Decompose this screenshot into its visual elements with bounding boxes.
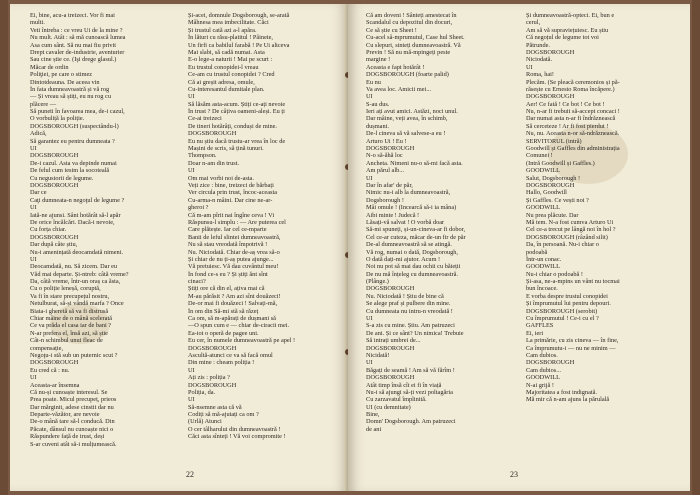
text-line: Că nu-și cunoaște interesul. Se [30, 388, 108, 396]
text-line: De-l cineva să vă salvese-a eu ! [366, 130, 446, 138]
text-line: Să lăsăm asta-acum. Știți ce-ați nevoie [188, 100, 286, 108]
text-line: Da, în persoană. Nu-i chiar o [526, 241, 599, 249]
text-line: Noi nu pot să mai dau ochii cu băieții [366, 263, 461, 271]
text-line: Căci asta sînteți ! Vă voi compromite ! [188, 433, 286, 441]
text-line: N-ar prefera el, însă azi, să știe [30, 329, 108, 337]
text-line: DOGSBOROUGH [366, 344, 415, 352]
text-line: Aer! Ce fată ! Ce bot ! Ce bot ! [526, 100, 605, 108]
text-line: UI [366, 174, 373, 182]
text-line: Ancheta. Nimeni nu-o să-mi facă asta. [366, 159, 463, 167]
text-line: DOGSBOROUGH [366, 145, 415, 153]
text-line: Ați zis : poliția ? [188, 374, 230, 382]
text-line: Doar n-am din trust. [188, 159, 240, 167]
text-line: dușmani. [366, 122, 389, 130]
text-line: DOGSBOROUGH [526, 48, 575, 56]
left-page-column-1 [30, 12, 180, 448]
text-line: Va fi în stare precupețul nostru, [30, 292, 110, 300]
text-line: Că m-am pîrit nai îngîne ceva ! Vi [188, 211, 275, 219]
text-line: Nu, n-ar fi trebuit să-accept concaci ! [526, 108, 620, 116]
text-line: Roma, hai! [526, 71, 554, 79]
text-line: DOGSBOROUGH [30, 152, 79, 160]
text-line: (Urlă) Atunci [188, 418, 222, 426]
text-line: DOGSBOROUGH [526, 93, 575, 101]
left-page [10, 4, 348, 491]
text-line: — Și vreau să știți, eu nu rog cu [30, 93, 111, 101]
text-line: S-au dus. [366, 100, 390, 108]
text-line: În fata dumneavoastră și vă rog [30, 85, 110, 93]
text-line: Ce-am cu trustul conopidei ? Cred [188, 71, 275, 79]
text-line: Comunei ! [526, 152, 553, 160]
text-line: E vorba despre trustul conopidei [526, 292, 608, 300]
text-line: Sau cine știe ce. (Işi drege glasul.) [30, 56, 117, 64]
text-line: Eu cer, în numele dumneavoastră pe apel ! [188, 337, 296, 345]
text-line: Nicidată! [366, 351, 390, 359]
text-line: DOGSBOROUGH [366, 374, 415, 382]
text-line: De-or mai fi douăzeci ! Salvați-mă, [188, 300, 278, 308]
text-line: Caţi dumneata-n negoţul de legume ? [30, 196, 125, 204]
text-line: Cu slepuri, sinteți dumneavoastră. Vă [366, 41, 461, 49]
text-line: Nu prea plăcute. Dar [526, 211, 579, 219]
text-line: Mai slabi, să cadă numai. Asta [188, 48, 265, 56]
text-line: S-ar cuveni atât să-i mulțumească. [30, 440, 117, 448]
text-line: Ca om, să m-apărați de dușmani să [188, 315, 276, 323]
text-line: De-i cazul. Asta va depinde numai [30, 159, 117, 167]
text-line: UI [366, 315, 373, 323]
text-line: GOODWILL [526, 167, 560, 175]
text-line: De nu mă înțeleg cu dumneavoastră. [366, 270, 458, 278]
text-line: de ani [366, 425, 382, 433]
text-line: Adică, [30, 130, 47, 138]
text-line: Om mai vorbi noi de-asta. [188, 174, 254, 182]
text-line: Am părul alb... [366, 167, 404, 175]
page-number-left: 22 [186, 470, 194, 479]
text-line: Un firfi ca babilul farabă ! Pe Ui altceva [188, 41, 290, 49]
text-line: Arturo Ui ! Eu ! [366, 137, 407, 145]
text-line: De-al dumneavoastră să se atingă. [366, 241, 452, 249]
text-line: Nu. Niciodată ! Știu de bine că [366, 292, 444, 300]
text-line: Lăsați-vă salvat ! O vorbă doar [366, 218, 445, 226]
text-line: Nu-i amenințată deocamdată nimeni. [30, 248, 124, 256]
text-line: Nu. Niciodată. Chiar de-aș vrea să-o [188, 248, 280, 256]
text-line: răsește cu Ernesto Roma încăpere.) [526, 85, 615, 93]
text-line: Veti întreba : ce vreu Ui de la mine ? [30, 26, 123, 34]
text-line: Banii de leful slintei dumneavoastră, [188, 233, 281, 241]
text-line: Într-un conac. [526, 255, 562, 263]
text-line: gheroi ? [188, 204, 209, 212]
text-line: Va avea loc. Amicii mei... [366, 85, 432, 93]
right-page [348, 4, 690, 491]
text-line: Dar mărginit, adese cinstit dar nu [30, 403, 114, 411]
text-line: Drept cavaler de-industrie, aventurier [30, 48, 125, 56]
text-line: DOGSBOROUGH (suspectându-l) [30, 122, 119, 130]
text-line: Da, câtă vreme, într-un oraș ca ăsta, [30, 278, 121, 286]
text-line: multi. [30, 19, 45, 27]
text-line: Dar în afar' de păr, [366, 181, 413, 189]
text-line: Cu împrumutul ! Ce-i cu el ? [526, 315, 599, 323]
text-line: Eu trustul conopidei-l vreau [188, 63, 259, 71]
text-line: bun încoace. [526, 285, 558, 293]
text-line: Cu-acel sâ-mprumutul, Case hul Sheet. [366, 34, 465, 42]
text-line: Cu-arma-n mâini. Dar cine ne-ar- [188, 196, 273, 204]
text-line: Să puneti în favoarea mea, de-i cazul, [30, 108, 125, 116]
text-line: DOGSBOROUGH (serobit) [526, 307, 598, 315]
text-line: Poliția, da. [188, 388, 216, 396]
text-line: Nu, nu. Aceasta n-or să-ndrăznească. [526, 130, 620, 138]
text-line: Nimic nu-i alb la dumneavoastră, [366, 189, 451, 197]
text-line: Că ai greșit adresa, omule, [188, 78, 255, 86]
text-line: De-o mână tare să-l conducă. Din [30, 418, 115, 426]
text-line: Cu dumneata nu intru-n vreodată ! [366, 307, 453, 315]
text-line: Prea poate. Micul precupeț, prieos [30, 396, 117, 404]
text-line: Poliţiei, pe care o stimez [30, 71, 93, 79]
text-line: De felul cum iesim la socoteală [30, 167, 110, 175]
text-line: Scandalul cu depozitul din docuri, [366, 19, 453, 27]
text-line: Iată-ne ajunsi. Sânt hotărât să-l apăr [30, 211, 121, 219]
text-line: GOODWILL [526, 374, 560, 382]
text-line: compensație, [30, 344, 64, 352]
text-line: Că am doveni ! Sânteți amestecat în [366, 12, 457, 19]
text-line: Mașini de scris, să țină tunuri. [188, 145, 264, 153]
text-line: Că negoțul de legume tot voi [526, 34, 599, 42]
text-line: Știți ore că din el, ațiva mai că [188, 285, 265, 293]
text-line: Majoritatea a fost indignată. [526, 388, 597, 396]
text-line: S-a zis cu mine. Știu. Am patruzeci [366, 322, 455, 330]
text-line: Mă tem. N-a fost cumva Arturo Ui [526, 218, 614, 226]
text-line: Bine, [366, 411, 380, 419]
text-line: Cu-interesantul dumitale plan. [188, 85, 265, 93]
text-line: DOGSBOROUGH [188, 381, 237, 389]
text-line: Să garantez eu pentru dumneata ? [30, 137, 115, 145]
text-line: Previn ! Să nu mă-mpingeți peste [366, 48, 451, 56]
text-line: Ieri ați avut amici. Astăzi, noci unul. [366, 108, 458, 116]
text-line: UI (cu demnitate) [366, 403, 411, 411]
text-line: Netulburat, să-și vândă marfa ? Once [30, 300, 124, 308]
text-line: Ca împrumutu-i — nu ne minim — [526, 344, 616, 352]
text-line: Thompson. [188, 152, 217, 160]
right-page-column-1 [366, 12, 516, 433]
text-line: Eu cred că : nu. [30, 366, 70, 374]
text-line: Biata-i gheretă să va fi distrusă [30, 307, 109, 315]
text-line: Care plătește. Iar cel ce-mparte [188, 226, 267, 234]
text-line: În lături cu răsu-platitul ! Pâinete, [188, 34, 273, 42]
text-line: Nu-i chiar o podoabă ! [526, 270, 584, 278]
text-line: Pătrunde. [526, 41, 550, 49]
text-line: Cam dubios... [526, 366, 561, 374]
text-line: margine ! [366, 56, 391, 64]
text-line: (Plânge.) [366, 278, 389, 286]
text-line: Să-mi spuneți, și-un-cineva-ar fi dobor, [366, 226, 466, 234]
text-line: Să cerceteze ! Ar fi fost pierdut ! [526, 122, 609, 130]
text-line: Cel ce-a trecut pe lângă noi în hol ? [526, 226, 616, 234]
text-line: Mâi omule ! (Incearcă să-i ia mâna) [366, 204, 457, 212]
text-line: Dar mâine, veți avea, în schimb, [366, 115, 448, 123]
text-line: Chiar mâine de o mână scelerată [30, 315, 112, 323]
text-line: UI [188, 167, 195, 175]
text-line: La primărie, cu zis cineva — în fine, [526, 337, 619, 345]
text-line: DOGSBOROUGH [30, 233, 79, 241]
text-line: UI [366, 359, 373, 367]
text-line: Și-acei, domnule Dogsborough, se-arată [188, 12, 290, 19]
text-line: —O spun cum e — chiar de-ciracii mei. [188, 322, 290, 330]
text-line: SERVITORUL (intră) [526, 137, 582, 145]
text-line: O cer tâlharului din dumneavoastră ! [188, 425, 281, 433]
right-page-column-2 [526, 12, 676, 404]
text-line: De tineri hotărâți, conduși de mine. [188, 122, 278, 130]
text-line: cerul, [526, 19, 541, 27]
text-line: E-o lege-a naturii ! Mai pe scurt : [188, 56, 273, 64]
text-line: Băgați de seamă ! Am să vă fărîm ! [366, 366, 455, 374]
text-line: UI [188, 366, 195, 374]
text-line: Cel ce-ar cuteza, măcar de-un fir de păr [366, 233, 466, 241]
text-line: N-o să-ăhă loc [366, 152, 403, 160]
text-line: Codiți să mă-ajutați ca om ? [188, 411, 259, 419]
text-line: Cu zarzavatul împlinită. [366, 396, 427, 404]
text-line: UI [526, 63, 533, 71]
text-line: Ver circula prin trust, încoc-aceasta [188, 189, 277, 197]
text-line: Aceasta e fapt hotărât ! [366, 63, 425, 71]
text-line: UI [188, 396, 195, 404]
text-line: Am să vă supraviețuiesc. Eu știu [526, 26, 609, 34]
text-line: Departe-văzător, are nevoie [30, 411, 100, 419]
text-line: Să-nsemne asta că vă [188, 403, 242, 411]
text-line: În trust ? De câțiva oameni-aleși. Eu ți [188, 108, 285, 116]
text-line: Mâhnesa mea imbecilitate. Căci [188, 19, 269, 27]
text-line: Nu să stau vreodată împotrivă ! [188, 241, 268, 249]
text-line: Vă pretuiesc. Vă dau cuvântul meu! [188, 263, 279, 271]
text-line: Plecăm. (Se pleacă ceremonios și pă- [526, 78, 620, 86]
text-line: Ei, bine, acu-a treizeci. Vor fi mai [30, 12, 115, 19]
text-line: Și trustul cată azi a-l apăra. [188, 26, 257, 34]
text-line: UI [30, 255, 37, 263]
text-line: podoabă [526, 248, 548, 256]
text-line: Și împrumutul lui pentru depouri. [526, 300, 611, 308]
text-line: plăcere — [30, 100, 57, 108]
text-line: Ei, ieri [526, 329, 544, 337]
text-line: Păcate, dânsul nu cunoaște nici o [30, 425, 114, 433]
text-line: Dar numai asta n-ar fi îndrăznească [526, 115, 616, 123]
text-line: Nu-i să ajungi să-ți vezi poltagăria [366, 388, 453, 396]
text-line: Ce-ai treizeci [188, 115, 222, 123]
text-line: N-ai grijă ! [526, 381, 554, 389]
text-line: DOGSBOROUGH (râzând silit) [526, 233, 608, 241]
text-line: cinaci? [188, 278, 206, 286]
text-line: Să intrați umbrei de... [366, 337, 421, 345]
text-line: UI [30, 204, 37, 212]
text-line: Cam dubios. [526, 351, 558, 359]
text-line: Eu nu [366, 78, 381, 86]
text-line: UI [30, 145, 37, 153]
text-line: Deocamdată, nu. Să zicem. Dar eu [30, 263, 118, 271]
text-line: GOODWILL [526, 204, 560, 212]
text-line: Nu mult. Atât : să mă cunoască lumea [30, 34, 126, 42]
text-line: Răspundere față de trust, deși [30, 433, 105, 441]
text-line: În om din Să-mi stă să răzeț [188, 307, 259, 315]
text-line: DOGSBOROUGH (foarte palid) [366, 71, 449, 79]
text-line: Ascultă-atunci ce va să facă omul [188, 351, 273, 359]
text-line: DOGSBOROUGH [188, 344, 237, 352]
text-line: DOGSBOROUGH [526, 359, 575, 367]
text-line: UI [366, 93, 373, 101]
text-line: (Intră Goodwill și Gaffles.) [526, 159, 595, 167]
text-line: Cu o poliție leneșă, coruptă, [30, 285, 101, 293]
text-line: Cât-n schimbul unui fleac de [30, 337, 103, 345]
text-line: Ce să știe cu Sheet ! [366, 26, 417, 34]
text-line: DOGSBOROUGH [526, 181, 575, 189]
text-line: De orice încălcări. Dacă-i nevoie, [30, 218, 115, 226]
text-line: Hallo, Goodwill [526, 189, 567, 197]
text-line: Niciodată. [526, 56, 553, 64]
text-line: În fond ce-s eu ? Și știți ănt sînt [188, 270, 268, 278]
text-line: Dar ce [30, 189, 47, 197]
book-cover-left [0, 0, 8, 495]
text-line: Atât timp însă cît ei fi în viață [366, 381, 442, 389]
text-line: Ce va prăda el casa iar de bani ? [30, 322, 112, 330]
text-line: GAFFLES [526, 322, 554, 330]
text-line: M-au părăsit ? Am azi sînt douăzeci! [188, 292, 281, 300]
text-line: Răspunsu-l simplu : — Are puterea cel [188, 218, 286, 226]
text-line: DOGSBOROUGH [366, 285, 415, 293]
text-line: Văd mai departe. Și-ntreb: câtă vreme? [30, 270, 129, 278]
book-cover-right [692, 0, 700, 495]
text-line: Aceasta-ar însemna [30, 381, 80, 389]
text-line: Din mine : cheam poliția ! [188, 359, 255, 367]
text-line: Domn' Dogsborough. Am patruzeci [366, 418, 456, 426]
text-line: DOGSBOROUGH [188, 130, 237, 138]
left-page-column-2 [188, 12, 338, 441]
text-line: Și dumneavoastră-opteci. Ei, bun e [526, 12, 615, 19]
text-line: Asa cum sânt. Să nu mai fiu privit [30, 41, 117, 49]
text-line: Negoţu-i stă sub un puternic scut ? [30, 351, 118, 359]
text-line: O dată dați-mi ajutor. Acum ! [366, 255, 441, 263]
text-line: Cu forța chiar. [30, 226, 67, 234]
text-line: Dogsborough ! [366, 196, 404, 204]
text-line: Cu negustorii de legume. [30, 174, 94, 182]
page-number-right: 23 [510, 470, 518, 479]
text-line: Goodwill și Gaffles din administrația [526, 145, 620, 153]
text-line: UI [30, 374, 37, 382]
text-line: Măcar de ordin [30, 63, 69, 71]
text-line: Eu nu știu dacă trustu-ar vrea în loc de [188, 137, 286, 145]
text-line: GOODWILL [526, 263, 560, 271]
text-line: Dar după câte știu, [30, 241, 78, 249]
text-line: Și Gaffles. Ce vești noi ? [526, 196, 589, 204]
text-line: Salut, Dogsborough ! [526, 174, 581, 182]
text-line: O vorbuliță la poliție. [30, 115, 85, 123]
text-line: Și-asa, ne-a-mpins un vânt nu tocmai [526, 278, 620, 286]
text-line: DOGSBOROUGH [30, 359, 79, 367]
text-line: Mă mir că n-am ajuns la părulală [526, 396, 610, 404]
text-line: DOGSBOROUGH [30, 181, 79, 189]
text-line: Vă rog, numai o dată, Dogsborough, [366, 248, 458, 256]
text-line: Și chiar de nu ți-aș putea ajunge... [188, 255, 274, 263]
text-line: Se alege praf și pulbere din mine. [366, 300, 451, 308]
text-line: UI [188, 93, 195, 101]
text-line: Dintotdeauna. De aceea vin [30, 78, 100, 86]
text-line: De ani. Și ce sânt? Un nimica! Trebuie [366, 329, 464, 337]
text-line: Veți zice : bine, treizeci de bărbați [188, 181, 274, 189]
text-line: Ea-iot o operă de pagee uni. [188, 329, 259, 337]
text-line: Aibi minte ! Judecă ! [366, 211, 420, 219]
